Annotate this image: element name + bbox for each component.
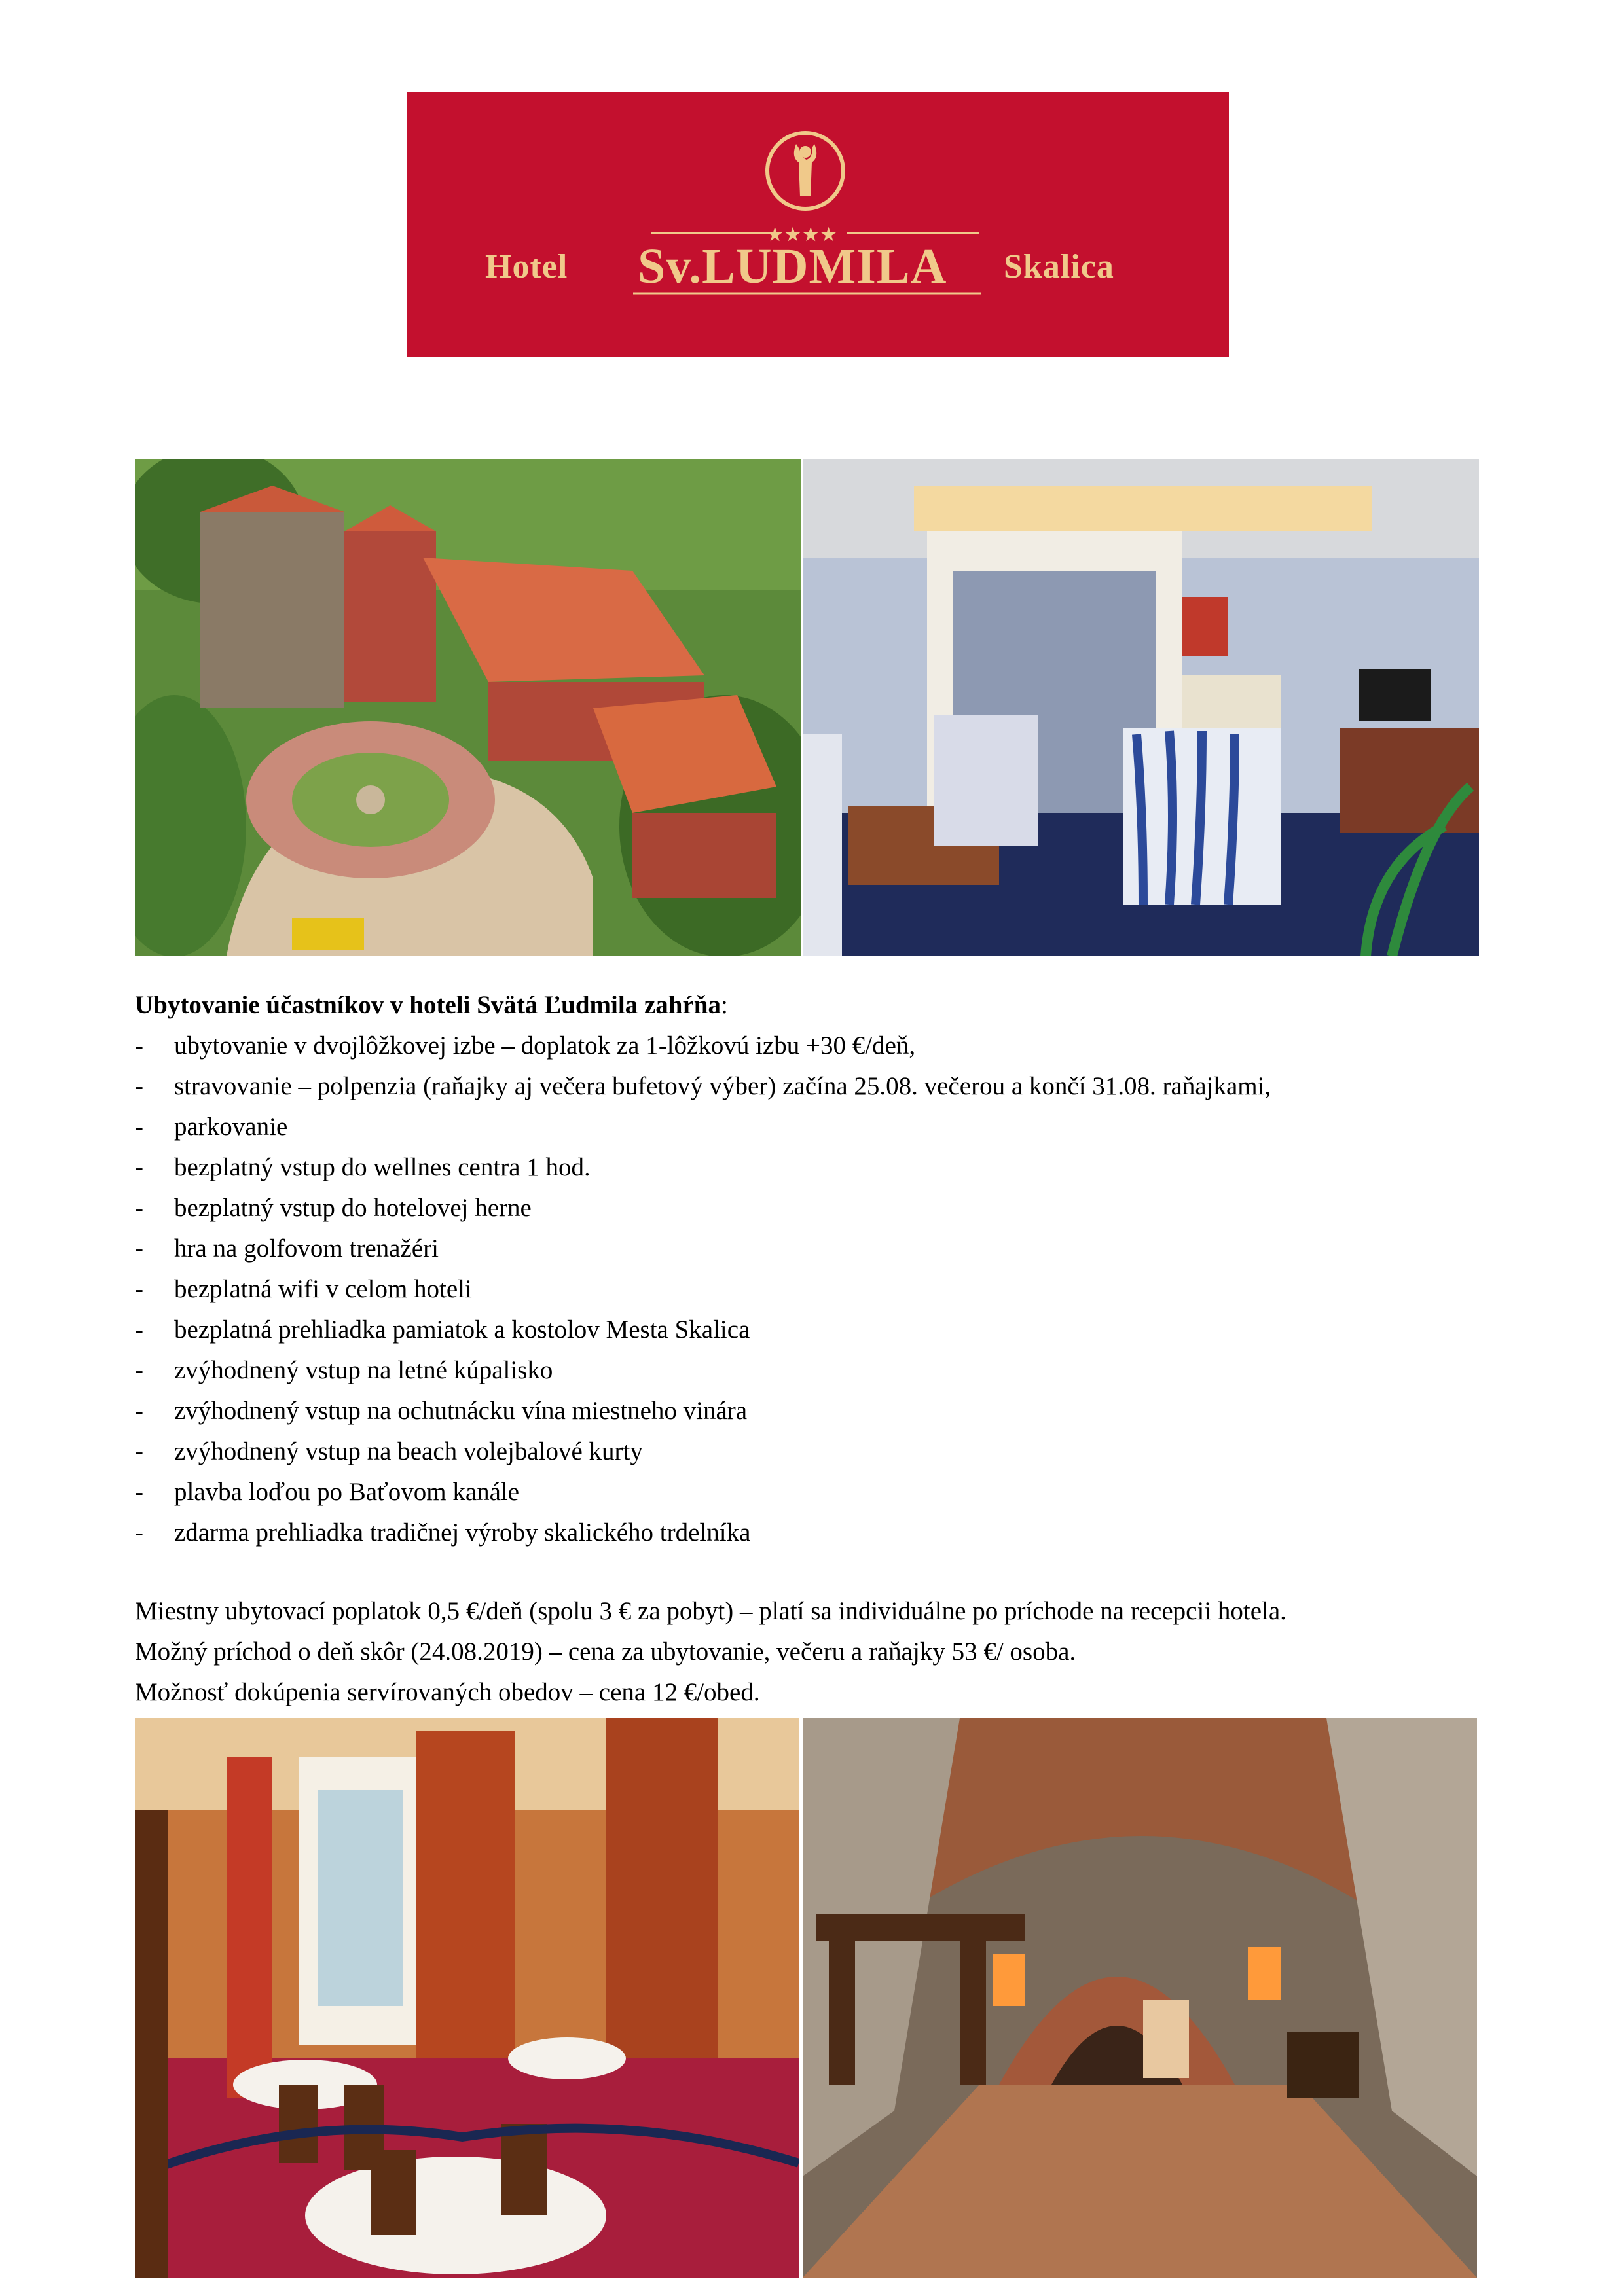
logo-city-text: Skalica: [1004, 248, 1114, 285]
bullet-marker: -: [135, 1194, 143, 1222]
list-item: [135, 1350, 1484, 1391]
bullet-marker: -: [135, 1478, 143, 1506]
list-item-text: parkovanie: [174, 1113, 288, 1141]
list-item-text: bezplatný vstup do hotelovej herne: [174, 1194, 532, 1222]
list-item-text: zdarma prehliadka tradičnej výroby skalického trdelníka: [174, 1518, 751, 1547]
list-item-text: bezplatná wifi v celom hoteli: [174, 1275, 472, 1303]
list-item-text: zvýhodnený vstup na letné kúpalisko: [174, 1356, 553, 1384]
heading-text: Ubytovanie účastníkov v hoteli Svätá Ľudmila zahŕňa: [135, 991, 721, 1019]
list-item-text: bezplatný vstup do wellnes centra 1 hod.: [174, 1153, 591, 1181]
hotel-wine-cellar-photo: [803, 1718, 1477, 2278]
figure-emblem-icon: [407, 92, 1229, 357]
list-item: [135, 1472, 1484, 1513]
list-item: [135, 1026, 1484, 1066]
list-item: [135, 1391, 1484, 1431]
accommodation-info: [135, 985, 1484, 1713]
included-services-list: [135, 1026, 1484, 1553]
logo-stars: ★★★★: [767, 225, 839, 244]
bullet-marker: -: [135, 1397, 143, 1425]
bullet-marker: -: [135, 1275, 143, 1303]
list-item: [135, 1269, 1484, 1310]
list-item-text: stravovanie – polpenzia (raňajky aj večera bufetový výber) začína 25.08. večerou a končí 31.08. raňajkami,: [174, 1072, 1271, 1100]
bullet-marker: -: [135, 1113, 143, 1141]
list-item: [135, 1147, 1484, 1188]
list-item: [135, 1066, 1484, 1107]
bullet-marker: -: [135, 1153, 143, 1181]
list-item: [135, 1188, 1484, 1229]
additional-notes: [135, 1591, 1484, 1713]
list-item-text: zvýhodnený vstup na beach volejbalové kurty: [174, 1437, 643, 1465]
bullet-marker: -: [135, 1234, 143, 1263]
list-item: [135, 1513, 1484, 1553]
hotel-aerial-photo: [135, 459, 801, 956]
bullet-marker: -: [135, 1316, 143, 1344]
list-item-text: zvýhodnený vstup na ochutnácku vína miestneho vinára: [174, 1397, 748, 1425]
early-arrival-note: Možný príchod o deň skôr (24.08.2019) – cena za ubytovanie, večeru a raňajky 53 €/ osoba.: [135, 1638, 1076, 1666]
hotel-logo: [407, 92, 1229, 357]
list-item-text: hra na golfovom trenažéri: [174, 1234, 439, 1263]
list-item-text: plavba loďou po Baťovom kanále: [174, 1478, 520, 1506]
list-item: [135, 1310, 1484, 1350]
heading-colon: :: [720, 991, 728, 1019]
logo-hotel-text: Hotel: [485, 248, 568, 285]
list-item: [135, 1107, 1484, 1147]
bullet-marker: -: [135, 1031, 143, 1060]
lunch-option-note: Možnosť dokúpenia servírovaných obedov – cena 12 €/obed.: [135, 1678, 760, 1706]
bullet-marker: -: [135, 1072, 143, 1100]
list-item-text: ubytovanie v dvojlôžkovej izbe – doplatok za 1-lôžkovú izbu +30 €/deň,: [174, 1031, 916, 1060]
list-item: [135, 1229, 1484, 1269]
bullet-marker: -: [135, 1356, 143, 1384]
hotel-restaurant-photo: [135, 1718, 799, 2278]
bullet-marker: -: [135, 1518, 143, 1547]
logo-hotel-name: Sv.LUDMILA: [638, 239, 947, 294]
section-heading: [135, 985, 1484, 1026]
list-item-text: bezplatná prehliadka pamiatok a kostolov Mesta Skalica: [174, 1316, 750, 1344]
hotel-suite-photo: [803, 459, 1479, 956]
bullet-marker: -: [135, 1437, 143, 1465]
tourist-tax-note: Miestny ubytovací poplatok 0,5 €/deň (spolu 3 € za pobyt) – platí sa individuálne po príchode na recepcii hotela.: [135, 1597, 1286, 1625]
list-item: [135, 1431, 1484, 1472]
